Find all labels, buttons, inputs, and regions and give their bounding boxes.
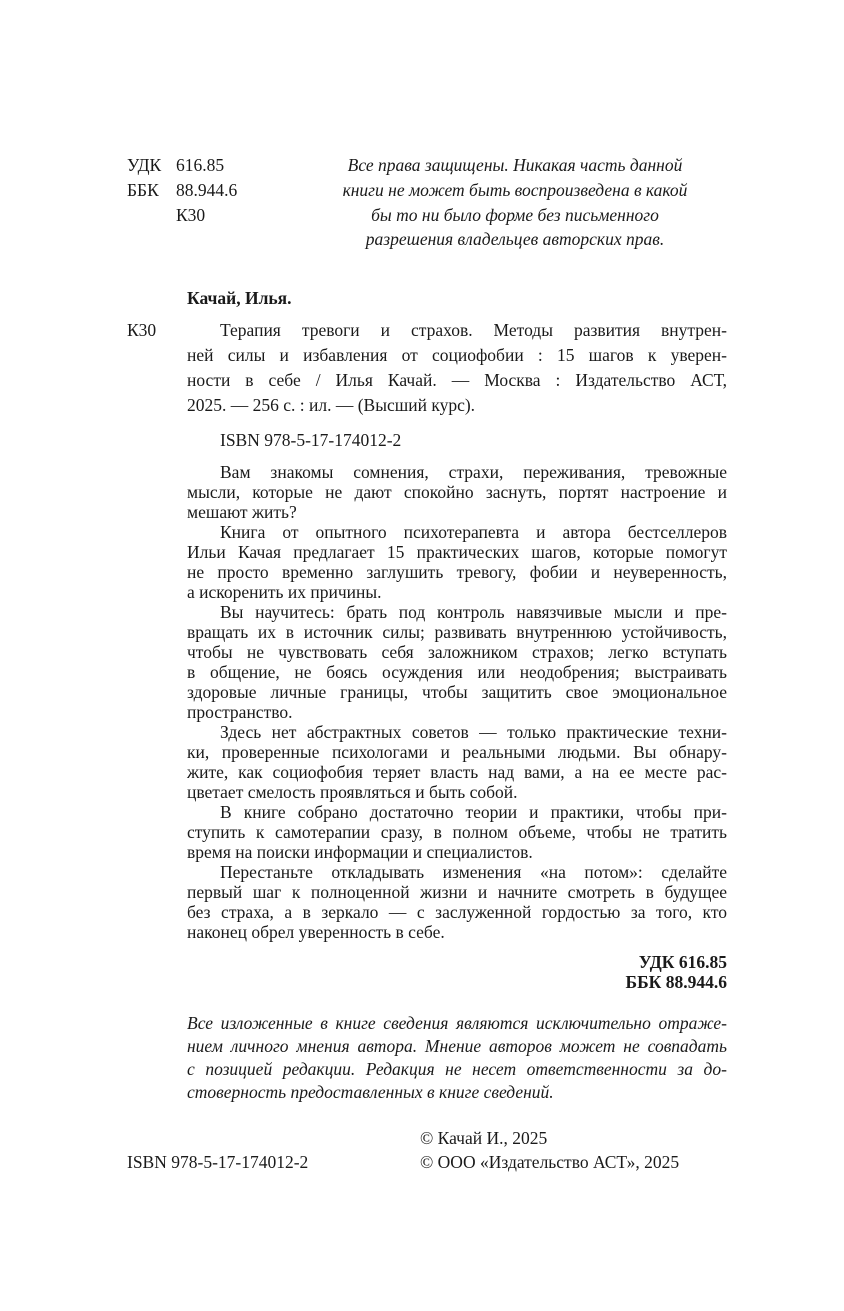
annotation-line: ки, проверенные психологами и реальными людьми. Вы обнару- bbox=[187, 742, 727, 762]
rights-line: разрешения владельцев авторских прав. bbox=[365, 229, 665, 249]
annotation-line: В книге собрано достаточно теории и практики, чтобы при- bbox=[220, 802, 727, 822]
annotation-line: Книга от опытного психотерапевта и автора бестселлеров bbox=[220, 522, 727, 542]
annotation-line: ступить к самотерапии сразу, в полном объеме, чтобы не тратить bbox=[187, 822, 727, 842]
footer-isbn: ISBN 978-5-17-174012-2 bbox=[127, 1152, 309, 1172]
disclaimer-line: Все изложенные в книге сведения являются исключительно отраже- bbox=[187, 1013, 727, 1033]
catalog-line: 2025. — 256 с. : ил. — (Высший курс). bbox=[187, 395, 476, 415]
catalog-mark: К30 bbox=[127, 320, 157, 340]
copyright-publisher: © ООО «Издательство АСТ», 2025 bbox=[420, 1152, 680, 1172]
annotation-line: Вы научитесь: брать под контроль навязчивые мысли и пре- bbox=[220, 602, 727, 622]
annotation-line: мысли, которые не дают спокойно заснуть, портят настроение и bbox=[187, 482, 727, 502]
annotation-line: чтобы не чувствовать себя заложником страхов; легко вступать bbox=[187, 642, 727, 662]
annotation-line: Ильи Качая предлагает 15 практических шагов, которые помогут bbox=[187, 542, 727, 562]
annotation-line: а искоренить их причины. bbox=[187, 582, 382, 602]
annotation-line: вращать их в источник силы; развивать внутреннюю устойчивость, bbox=[187, 622, 727, 642]
rights-line: бы то ни было форме без письменного bbox=[371, 205, 659, 225]
annotation-line: наконец обрел уверенность в себе. bbox=[187, 922, 445, 942]
annotation-line: Здесь нет абстрактных советов — только практические техни- bbox=[220, 722, 727, 742]
udk-code: 616.85 bbox=[176, 155, 225, 175]
annotation-line: Перестаньте откладывать изменения «на потом»: сделайте bbox=[220, 862, 727, 882]
copyright-author: © Качай И., 2025 bbox=[420, 1128, 548, 1148]
catalog-line: Терапия тревоги и страхов. Методы развития внутрен- bbox=[220, 320, 727, 340]
bbk-label: ББК bbox=[127, 180, 159, 200]
annotation-line: первый шаг к полноценной жизни и начните смотреть в будущее bbox=[187, 882, 727, 902]
annotation-line: мешают жить? bbox=[187, 502, 297, 522]
annotation-line: цветает смелость проявляться и быть собой. bbox=[187, 782, 518, 802]
annotation-line: пространство. bbox=[187, 702, 293, 722]
annotation-bbk: ББК 88.944.6 bbox=[625, 972, 727, 992]
annotation-line: время на поиски информации и специалистов. bbox=[187, 842, 533, 862]
annotation-line: здоровые личные границы, чтобы защитить свое эмоциональное bbox=[187, 682, 727, 702]
disclaimer-line: с позицией редакции. Редакция не несет ответственности за до- bbox=[187, 1059, 727, 1079]
rights-line: Все права защищены. Никакая часть данной bbox=[347, 155, 683, 175]
catalog-isbn: ISBN 978-5-17-174012-2 bbox=[220, 430, 402, 450]
disclaimer-line: стоверность предоставленных в книге сведений. bbox=[187, 1082, 554, 1102]
annotation-line: в общение, не боясь осуждения или неодобрения; выстраивать bbox=[187, 662, 727, 682]
annotation-line: не просто временно заглушить тревогу, фобии и неуверенность, bbox=[187, 562, 727, 582]
udk-label: УДК bbox=[127, 155, 162, 175]
author-mark: К30 bbox=[176, 205, 206, 225]
annotation-line: Вам знакомы сомнения, страхи, переживания, тревожные bbox=[220, 462, 727, 482]
catalog-line: ней силы и избавления от социофобии : 15 шагов к уверен- bbox=[187, 345, 727, 365]
author-heading: Качай, Илья. bbox=[187, 288, 292, 308]
annotation-udk: УДК 616.85 bbox=[638, 952, 727, 972]
rights-line: книги не может быть воспроизведена в какой bbox=[342, 180, 688, 200]
annotation-line: жите, как социофобия теряет власть над вами, а на ее месте рас- bbox=[187, 762, 727, 782]
catalog-line: ности в себе / Илья Качай. — Москва : Издательство АСТ, bbox=[187, 370, 727, 390]
bbk-code: 88.944.6 bbox=[176, 180, 238, 200]
annotation-line: без страха, а в зеркало — с заслуженной гордостью за того, кто bbox=[187, 902, 727, 922]
disclaimer-line: нием личного мнения автора. Мнение авторов может не совпадать bbox=[187, 1036, 727, 1056]
